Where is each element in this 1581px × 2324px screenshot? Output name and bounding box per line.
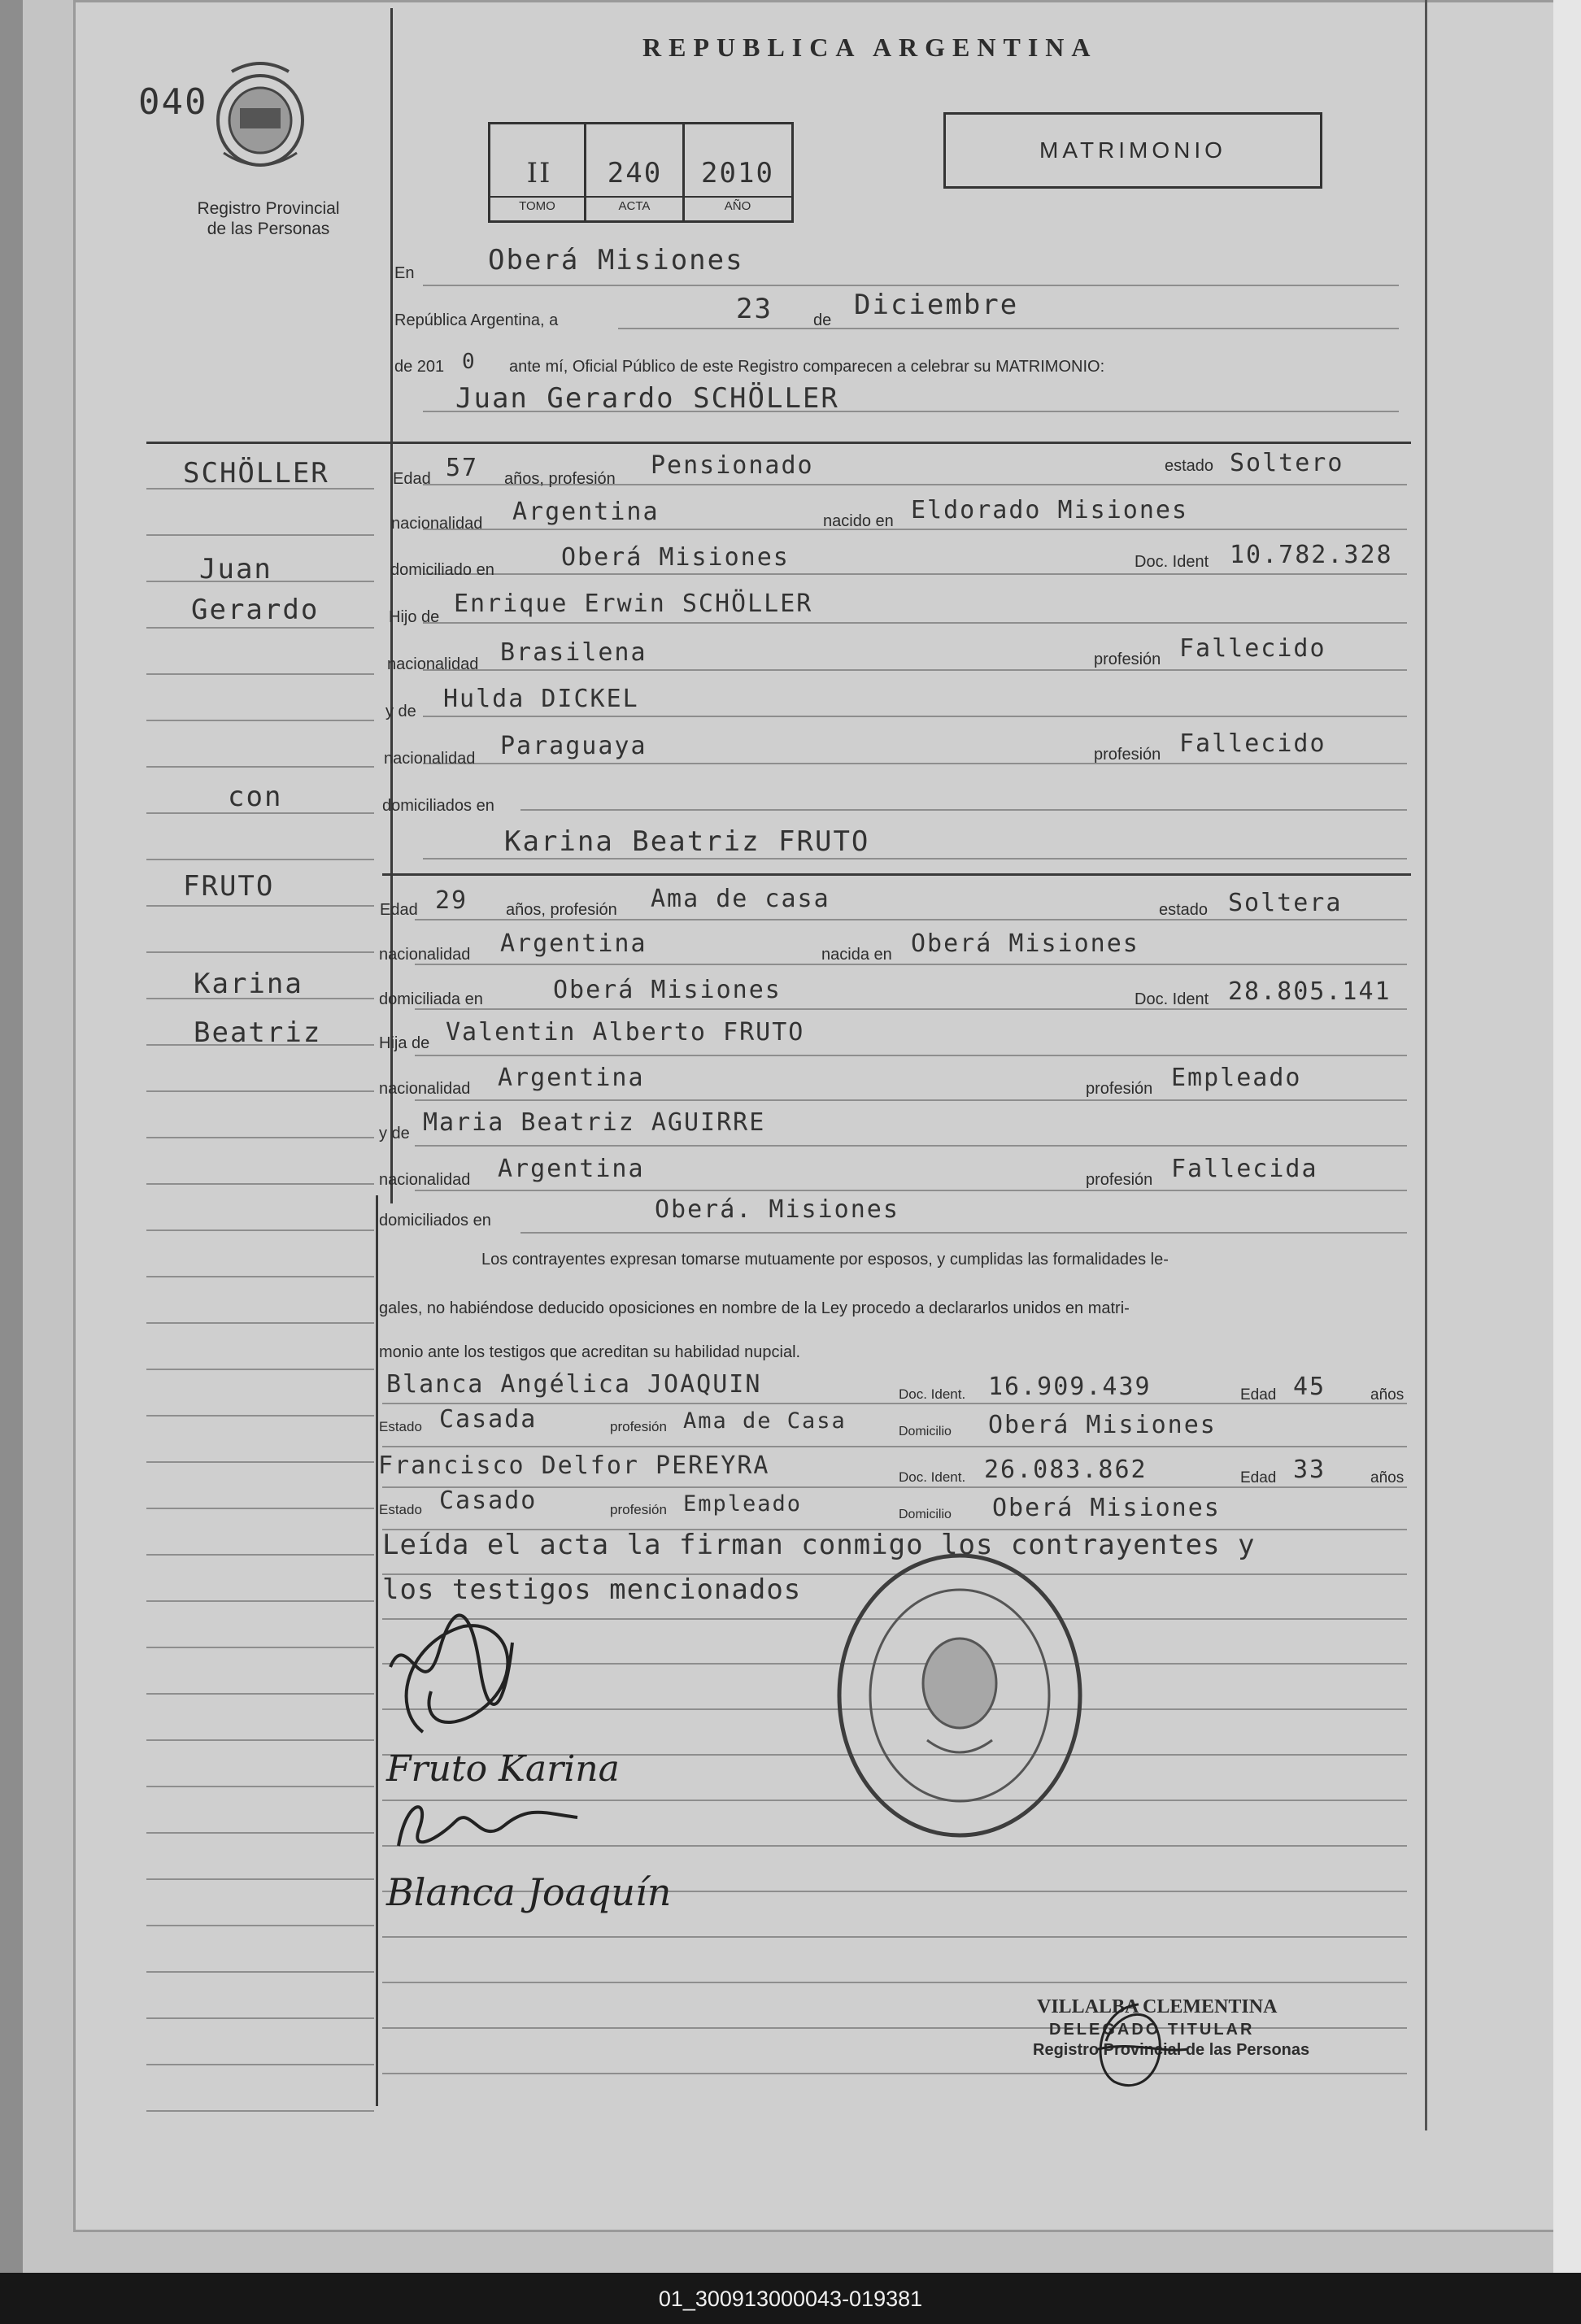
lower-rule-line	[382, 1982, 1407, 1983]
bride-profesion-label: años, profesión	[506, 901, 617, 919]
margin-rule-line	[146, 1090, 374, 1092]
witness2-estado: Casado	[439, 1486, 538, 1515]
groom-nacido-label: nacido en	[823, 512, 894, 530]
groom-estado-label: estado	[1165, 457, 1214, 475]
bride-domicilio-label: domiciliada en	[379, 990, 483, 1008]
margin-rule-line	[146, 1925, 374, 1926]
folio-number: 040	[138, 81, 208, 123]
groom-nacido-en: Eldorado Misiones	[911, 496, 1189, 524]
groom-madre-prof-label: profesión	[1094, 746, 1161, 764]
bride-signature: Fruto Karina	[386, 1748, 620, 1790]
margin-rule-line	[146, 1693, 374, 1695]
officer-title: DELEGADO TITULAR	[1049, 2021, 1255, 2039]
bride-nacida-label: nacida en	[821, 946, 892, 964]
groom-domicilio: Oberá Misiones	[561, 543, 790, 572]
margin-rule-line	[146, 1183, 374, 1185]
margin-rule-line	[146, 1832, 374, 1834]
column-divider	[390, 8, 393, 1203]
closing-line2: los testigos mencionados	[382, 1573, 802, 1606]
groom-signature-icon	[374, 1594, 537, 1740]
bride-domicilio: Oberá Misiones	[553, 976, 782, 1004]
margin-rule-line	[146, 1600, 374, 1602]
margin-rule-line	[146, 951, 374, 953]
acta-value: 240	[607, 157, 663, 189]
bride-doc-label: Doc. Ident	[1135, 990, 1209, 1008]
witness1-domicilio-label: Domicilio	[899, 1425, 952, 1438]
margin-bride-surname: FRUTO	[183, 870, 275, 903]
groom-madre-nacionalidad: Paraguaya	[500, 732, 647, 760]
officer-signature-icon	[1082, 1992, 1196, 2098]
groom-padres-dom-label: domiciliados en	[382, 797, 494, 815]
doc-type-title: MATRIMONIO	[1039, 137, 1226, 163]
doc-type-box	[943, 112, 1322, 189]
bride-madre-profesion: Fallecida	[1171, 1155, 1318, 1183]
bride-y-de-label: y de	[379, 1125, 410, 1142]
bride-estado-label: estado	[1159, 901, 1209, 919]
record-number-box	[488, 122, 794, 223]
declaration-line1: Los contrayentes expresan tomarse mutuamente por esposos, y cumplidas las formalidades le-	[481, 1251, 1169, 1269]
witness1-signature: Blanca Joaquín	[386, 1870, 672, 1914]
witness2-doc: 26.083.862	[984, 1456, 1148, 1484]
margin-rule-line	[146, 1369, 374, 1370]
groom-padre-profesion: Fallecido	[1179, 634, 1326, 663]
margin-rule-line	[146, 1878, 374, 1880]
margin-con: con	[228, 781, 283, 813]
margin-rule-line	[146, 2110, 374, 2112]
republica-label: República Argentina, a	[394, 311, 559, 329]
groom-padre-prof-label: profesión	[1094, 651, 1161, 668]
margin-groom-surname: SCHÖLLER	[183, 457, 329, 490]
bride-nacionalidad-label: nacionalidad	[379, 946, 471, 964]
witness2-name: Francisco Delfor PEREYRA	[378, 1451, 770, 1480]
anio-value: 2010	[701, 157, 774, 189]
bride-doc: 28.805.141	[1228, 977, 1392, 1006]
groom-hijo-label: Hijo de	[389, 608, 440, 626]
certificate-sheet	[73, 0, 1574, 2232]
bride-padre-prof-label: profesión	[1086, 1080, 1153, 1098]
margin-rule-line	[146, 859, 374, 860]
margin-rule-line	[146, 1786, 374, 1787]
groom-madre-nac-label: nacionalidad	[384, 750, 476, 768]
country-title: REPUBLICA ARGENTINA	[642, 33, 1098, 62]
bride-fullname: Karina Beatriz FRUTO	[504, 825, 870, 858]
margin-rule-line	[146, 627, 374, 629]
intro-day: 23	[736, 293, 773, 325]
groom-doc-label: Doc. Ident	[1135, 553, 1209, 571]
official-round-seal-icon	[830, 1545, 1090, 1846]
margin-rule-line	[146, 1137, 374, 1138]
tomo-value: II	[526, 157, 552, 189]
section-separator-groom	[146, 442, 1411, 444]
right-border-line	[1425, 0, 1427, 2130]
margin-groom-first: Juan	[199, 553, 272, 585]
bride-padre-nacionalidad: Argentina	[498, 1064, 645, 1092]
bride-nacida-en: Oberá Misiones	[911, 929, 1139, 958]
acta-label: ACTA	[618, 199, 651, 213]
tomo-label: TOMO	[519, 199, 555, 213]
province-seal-icon	[207, 55, 313, 177]
bride-profesion: Ama de casa	[651, 885, 830, 913]
officer-name: VILLALBA CLEMENTINA	[1037, 1996, 1278, 2017]
scan-file-id: 01_300913000043-019381	[658, 2287, 923, 2311]
witness1-estado-label: Estado	[379, 1419, 422, 1434]
margin-rule-line	[146, 2064, 374, 2065]
registry-name-line1: Registro Provincial	[197, 199, 340, 218]
groom-padre-nac-label: nacionalidad	[387, 655, 479, 673]
bride-madre-nacionalidad: Argentina	[498, 1155, 645, 1183]
margin-rule-line	[146, 1461, 374, 1463]
margin-rule-line	[146, 1554, 374, 1556]
bride-padre-nac-label: nacionalidad	[379, 1080, 471, 1098]
margin-rule-line	[146, 1276, 374, 1277]
groom-nacionalidad: Argentina	[512, 498, 660, 526]
closing-line1: Leída el acta la firman conmigo los contrayentes y	[382, 1529, 1256, 1561]
witness1-doc: 16.909.439	[988, 1373, 1152, 1401]
margin-rule-line	[146, 1971, 374, 1973]
witness1-profesion-label: profesión	[610, 1419, 667, 1434]
witness2-domicilio: Oberá Misiones	[992, 1494, 1221, 1522]
margin-groom-second: Gerardo	[191, 594, 320, 626]
witness2-doc-label: Doc. Ident.	[899, 1469, 966, 1485]
witness2-edad-label: Edad	[1240, 1469, 1277, 1486]
witness1-name: Blanca Angélica JOAQUIN	[386, 1370, 762, 1399]
bride-padre: Valentin Alberto FRUTO	[446, 1018, 805, 1047]
bride-padres-dom-label: domiciliados en	[379, 1212, 491, 1229]
groom-profesion-label: años, profesión	[504, 470, 616, 488]
witness1-domicilio: Oberá Misiones	[988, 1411, 1217, 1439]
registry-name-line2: de las Personas	[207, 220, 330, 238]
witness1-anos-label: años	[1370, 1386, 1405, 1404]
groom-profesion: Pensionado	[651, 451, 814, 480]
section-separator-bride	[382, 873, 1411, 876]
bride-padres-domicilio: Oberá. Misiones	[655, 1195, 899, 1224]
margin-rule-line	[146, 905, 374, 907]
comparecen-text: ante mí, Oficial Público de este Registro comparecen a celebrar su MATRIMONIO:	[509, 358, 1105, 376]
groom-madre-profesion: Fallecido	[1179, 729, 1326, 758]
groom-madre: Hulda DICKEL	[443, 685, 639, 713]
witness2-profesion-label: profesión	[610, 1502, 667, 1517]
witness2-edad: 33	[1293, 1456, 1326, 1484]
bride-madre: Maria Beatriz AGUIRRE	[423, 1108, 766, 1137]
witness2-domicilio-label: Domicilio	[899, 1508, 952, 1521]
bride-madre-nac-label: nacionalidad	[379, 1171, 471, 1189]
year-digit: 0	[462, 350, 477, 374]
page-edge-right	[1553, 0, 1581, 2273]
bride-hija-label: Hija de	[379, 1034, 430, 1052]
bride-nacionalidad: Argentina	[500, 929, 647, 958]
margin-rule-line	[146, 1508, 374, 1509]
margin-bride-first: Karina	[194, 968, 303, 1000]
groom-estado: Soltero	[1230, 449, 1344, 477]
intro-place: Oberá Misiones	[488, 244, 744, 276]
groom-padre-nacionalidad: Brasilena	[500, 638, 647, 667]
witness2-profesion: Empleado	[683, 1491, 803, 1517]
bride-estado: Soltera	[1228, 889, 1343, 917]
de-label: de	[813, 311, 832, 329]
groom-y-de-label: y de	[385, 703, 416, 720]
groom-fullname: Juan Gerardo SCHÖLLER	[455, 382, 839, 415]
lower-rule-line	[382, 2073, 1407, 2074]
witness1-edad: 45	[1293, 1373, 1326, 1401]
witness1-estado: Casada	[439, 1405, 538, 1434]
margin-rule-line	[146, 720, 374, 721]
declaration-line2: gales, no habiéndose deducido oposiciones en nombre de la Ley procedo a declararlos unidos en matri-	[379, 1299, 1130, 1317]
margin-rule-line	[146, 673, 374, 675]
margin-rule-line	[146, 1647, 374, 1648]
groom-padre: Enrique Erwin SCHÖLLER	[454, 590, 813, 618]
margin-rule-line	[146, 1322, 374, 1324]
witness1-doc-label: Doc. Ident.	[899, 1386, 966, 1402]
witness2-anos-label: años	[1370, 1469, 1405, 1486]
groom-nacionalidad-label: nacionalidad	[391, 515, 483, 533]
groom-domicilio-label: domiciliado en	[390, 561, 494, 579]
intro-month: Diciembre	[854, 289, 1019, 321]
anio-label: AÑO	[724, 199, 751, 213]
bride-edad: 29	[435, 886, 468, 915]
margin-rule-line	[146, 534, 374, 536]
groom-doc: 10.782.328	[1230, 541, 1393, 569]
groom-edad: 57	[446, 454, 479, 482]
officer-office: Registro Provincial de las Personas	[1033, 2041, 1310, 2059]
witness1-profesion: Ama de Casa	[683, 1408, 847, 1434]
margin-rule-line	[146, 766, 374, 768]
witness2-estado-label: Estado	[379, 1502, 422, 1517]
bride-edad-label: Edad	[380, 901, 418, 919]
margin-rule-line	[146, 2017, 374, 2019]
bride-padre-profesion: Empleado	[1171, 1064, 1302, 1092]
year-prefix: de 201	[394, 358, 445, 376]
margin-bride-second: Beatriz	[194, 1016, 322, 1049]
declaration-line3: monio ante los testigos que acreditan su habilidad nupcial.	[379, 1343, 801, 1361]
bride-madre-prof-label: profesión	[1086, 1171, 1153, 1189]
margin-rule-line	[146, 1229, 374, 1231]
groom-edad-label: Edad	[393, 470, 431, 488]
witness2-signature-icon	[382, 1789, 594, 1862]
en-label: En	[394, 264, 415, 282]
witness1-edad-label: Edad	[1240, 1386, 1277, 1404]
margin-rule-line	[146, 1739, 374, 1741]
book-binding-edge	[0, 0, 23, 2273]
margin-rule-line	[146, 1415, 374, 1417]
lower-rule-line	[382, 1936, 1407, 1938]
